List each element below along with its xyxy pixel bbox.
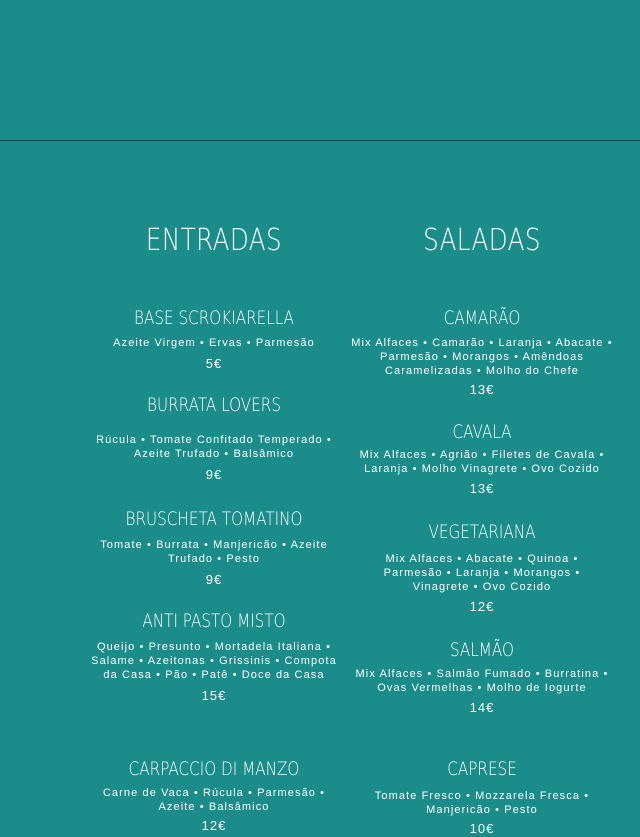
- item-description: Mix Alfaces • Agrião • Filetes de Cavala • Laranja • Molho Vinagrete • Ovo Cozido: [359, 449, 605, 475]
- item-name: VEGETARIANA: [428, 521, 536, 543]
- menu-item: [84, 507, 344, 588]
- menu-item: [84, 306, 344, 372]
- item-description: Queijo • Presunto • Mortadela Italiana • Salame • Azeitonas • Grissinis • Compota da Casa • Pão • Patê • Doce da Casa: [91, 641, 337, 681]
- item-price: 9€: [205, 572, 223, 587]
- menu-item: [347, 520, 617, 615]
- item-description: Carne de Vaca • Rúcula • Parmesão • Azeite • Balsâmico: [102, 787, 326, 813]
- item-description: Rúcula • Tomate Confitado Temperado • Azeite Trufado • Balsâmico: [96, 434, 332, 460]
- item-price: 12€: [469, 599, 495, 614]
- item-description: Mix Alfaces • Camarão • Laranja • Abacate • Parmesão • Morangos • Amêndoas Caramelizadas • Molho do Chefe: [351, 337, 613, 377]
- header-band: [0, 0, 640, 141]
- item-name: ANTI PASTO MISTO: [142, 610, 286, 632]
- item-name: BRUSCHETA TOMATINO: [125, 508, 303, 530]
- item-price: 13€: [469, 382, 495, 397]
- item-name: SALMÃO: [449, 639, 514, 661]
- item-name: CAVALA: [452, 421, 512, 443]
- item-name: CAPRESE: [447, 758, 517, 780]
- item-description: Tomate Fresco • Mozzarela Fresca • Manjericão • Pesto: [374, 790, 590, 816]
- menu-item: [347, 420, 617, 497]
- section-title-saladas: SALADAS: [423, 223, 541, 258]
- menu-item: [84, 757, 344, 834]
- item-description: Azeite Virgem • Ervas • Parmesão: [113, 337, 315, 349]
- menu-item: [347, 306, 617, 398]
- item-price: 15€: [201, 688, 227, 703]
- item-name: CAMARÃO: [443, 307, 521, 329]
- item-price: 14€: [469, 700, 495, 715]
- menu-item: [84, 393, 344, 483]
- menu-item: [84, 609, 344, 704]
- item-price: 13€: [469, 481, 495, 496]
- item-price: 5€: [205, 356, 223, 371]
- menu-item: [347, 638, 617, 716]
- item-name: CARPACCIO DI MANZO: [128, 758, 300, 780]
- menu-item: [347, 757, 617, 837]
- item-description: Mix Alfaces • Salmão Fumado • Burratina • Ovas Vermelhas • Molho de Iogurte: [355, 668, 609, 694]
- header-divider: [0, 140, 640, 141]
- item-description: Mix Alfaces • Abacate • Quinoa • Parmesão • Laranja • Morangos • Vinagrete • Ovo Cozido: [383, 553, 581, 593]
- item-price: 9€: [205, 467, 223, 482]
- section-title-entradas: ENTRADAS: [145, 223, 283, 258]
- item-name: BASE SCROKIARELLA: [134, 307, 294, 329]
- item-price: 12€: [201, 818, 227, 833]
- item-name: BURRATA LOVERS: [147, 394, 281, 416]
- item-price: 10€: [469, 821, 495, 836]
- item-description: Tomate • Burrata • Manjericão • Azeite Trufado • Pesto: [100, 539, 328, 565]
